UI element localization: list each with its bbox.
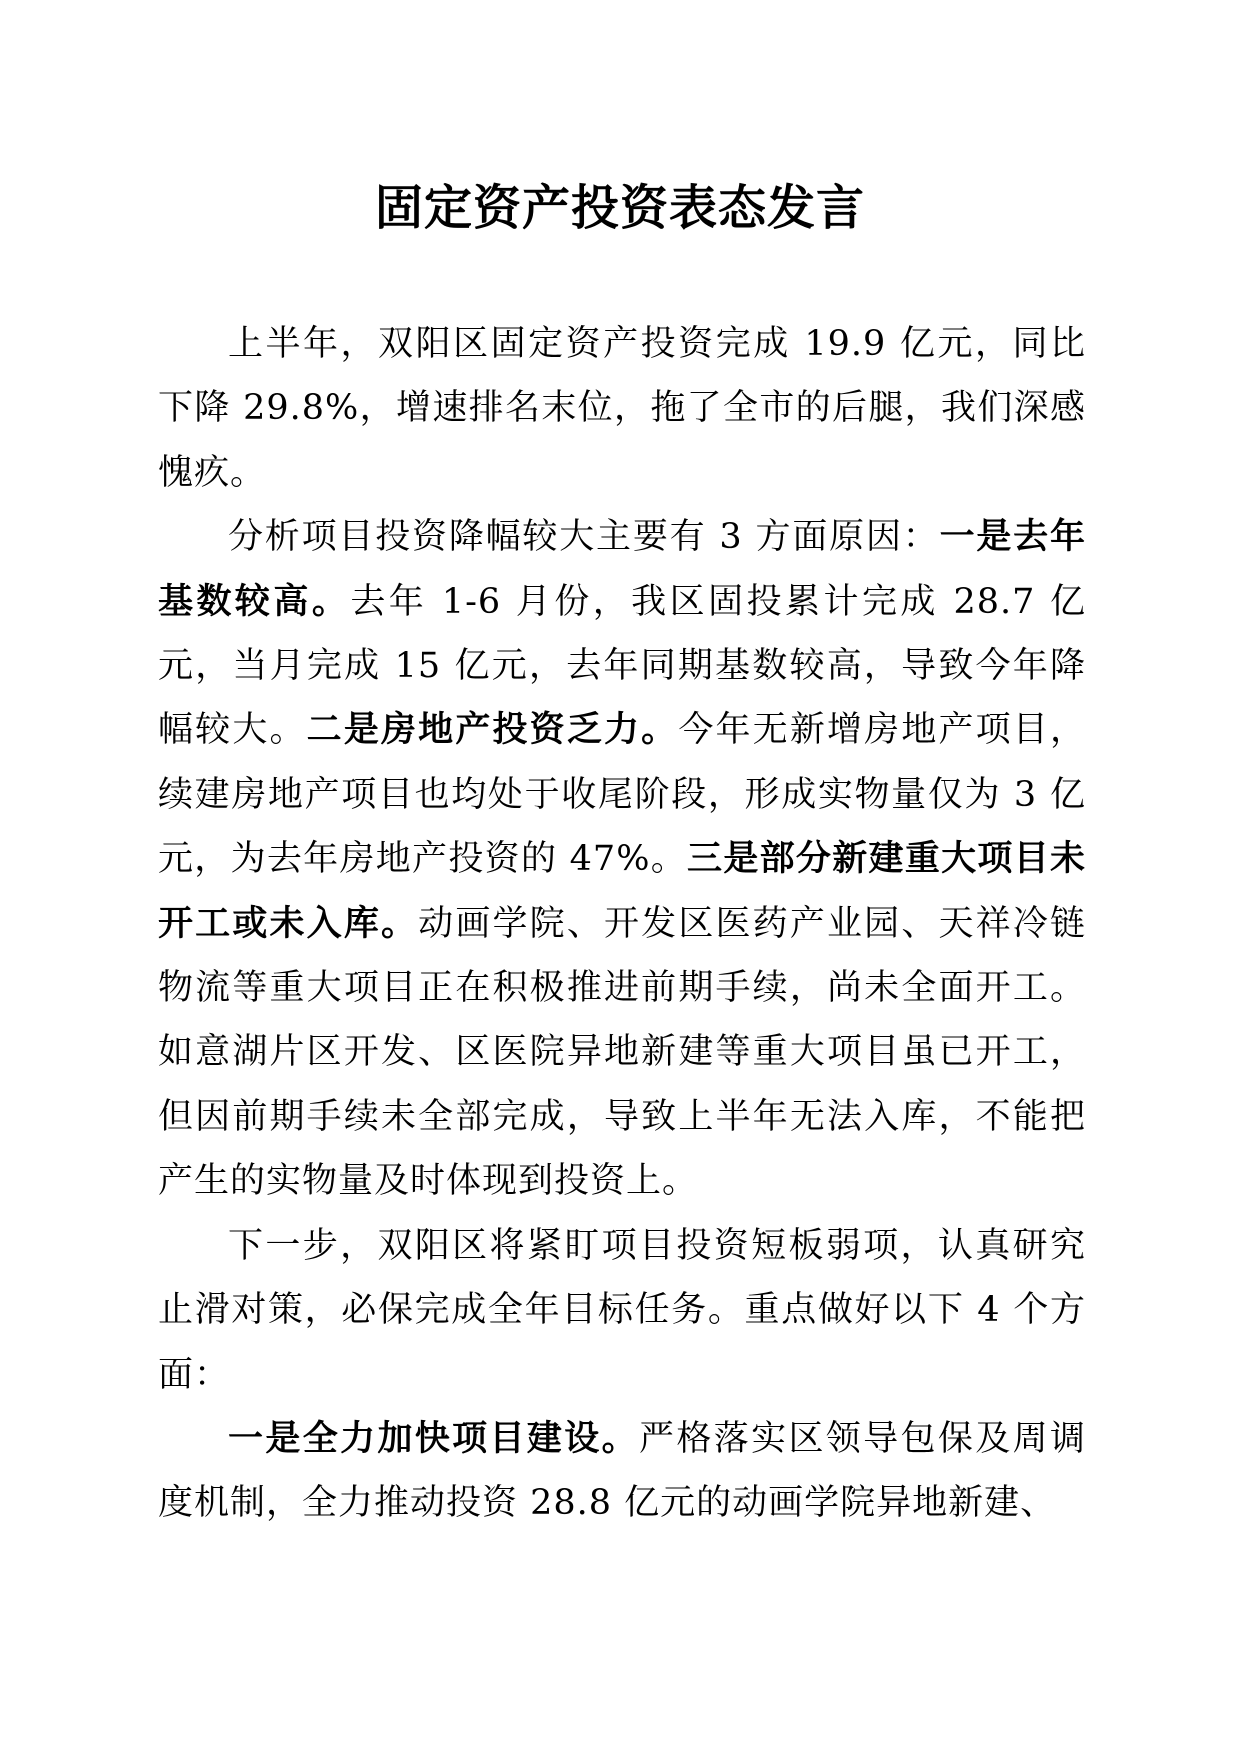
text-segment: 今年无新增房地产项目，续建房地产项目也均处于收尾阶段，形成实物量仅为 3 亿元，为去年房地产投资的 47%。 <box>158 710 1086 880</box>
reason-two-heading: 二是房地产投资乏力。 <box>306 709 679 751</box>
text-segment: 分析项目投资降幅较大主要有 3 方面原因： <box>228 517 940 558</box>
reason-three-heading: 三是部分新建重大项目未开工或未入库。 <box>158 838 1086 944</box>
paragraph-performance-summary <box>158 312 1086 505</box>
reason-one-heading: 一是去年基数较高。 <box>158 516 1086 622</box>
document-body <box>158 312 1086 1536</box>
text-segment: 上半年，双阳区固定资产投资完成 19.9 亿元，同比下降 29.8%，增速排名末位，拖了全市的后腿，我们深感愧疚。 <box>158 324 1086 493</box>
text-segment: 下一步，双阳区将紧盯项目投资短板弱项，认真研究止滑对策，必保完成全年目标任务。重点做好以下 4 个方面： <box>158 1225 1086 1395</box>
document-title: 固定资产投资表态发言 <box>374 180 865 236</box>
paragraph-measure-one <box>158 1407 1086 1536</box>
paragraph-decline-reasons <box>158 505 1086 1213</box>
paragraph-next-steps <box>158 1214 1086 1407</box>
measure-one-heading: 一是全力加快项目建设。 <box>228 1417 639 1459</box>
text-segment: 去年 1-6 月份，我区固投累计完成 28.7 亿元，当月完成 15 亿元，去年同期基数较高，导致今年降幅较大。 <box>158 581 1086 751</box>
text-segment: 动画学院、开发区医药产业园、天祥冷链物流等重大项目正在积极推进前期手续，尚未全面开工。如意湖片区开发、区医院异地新建等重大项目虽已开工，但因前期手续未全部完成，导致上半年无法入库，不能把产生的实物量及时体现到投资上。 <box>158 903 1086 1202</box>
text-segment: 严格落实区领导包保及周调度机制，全力推动投资 28.8 亿元的动画学院异地新建、 <box>158 1418 1086 1524</box>
